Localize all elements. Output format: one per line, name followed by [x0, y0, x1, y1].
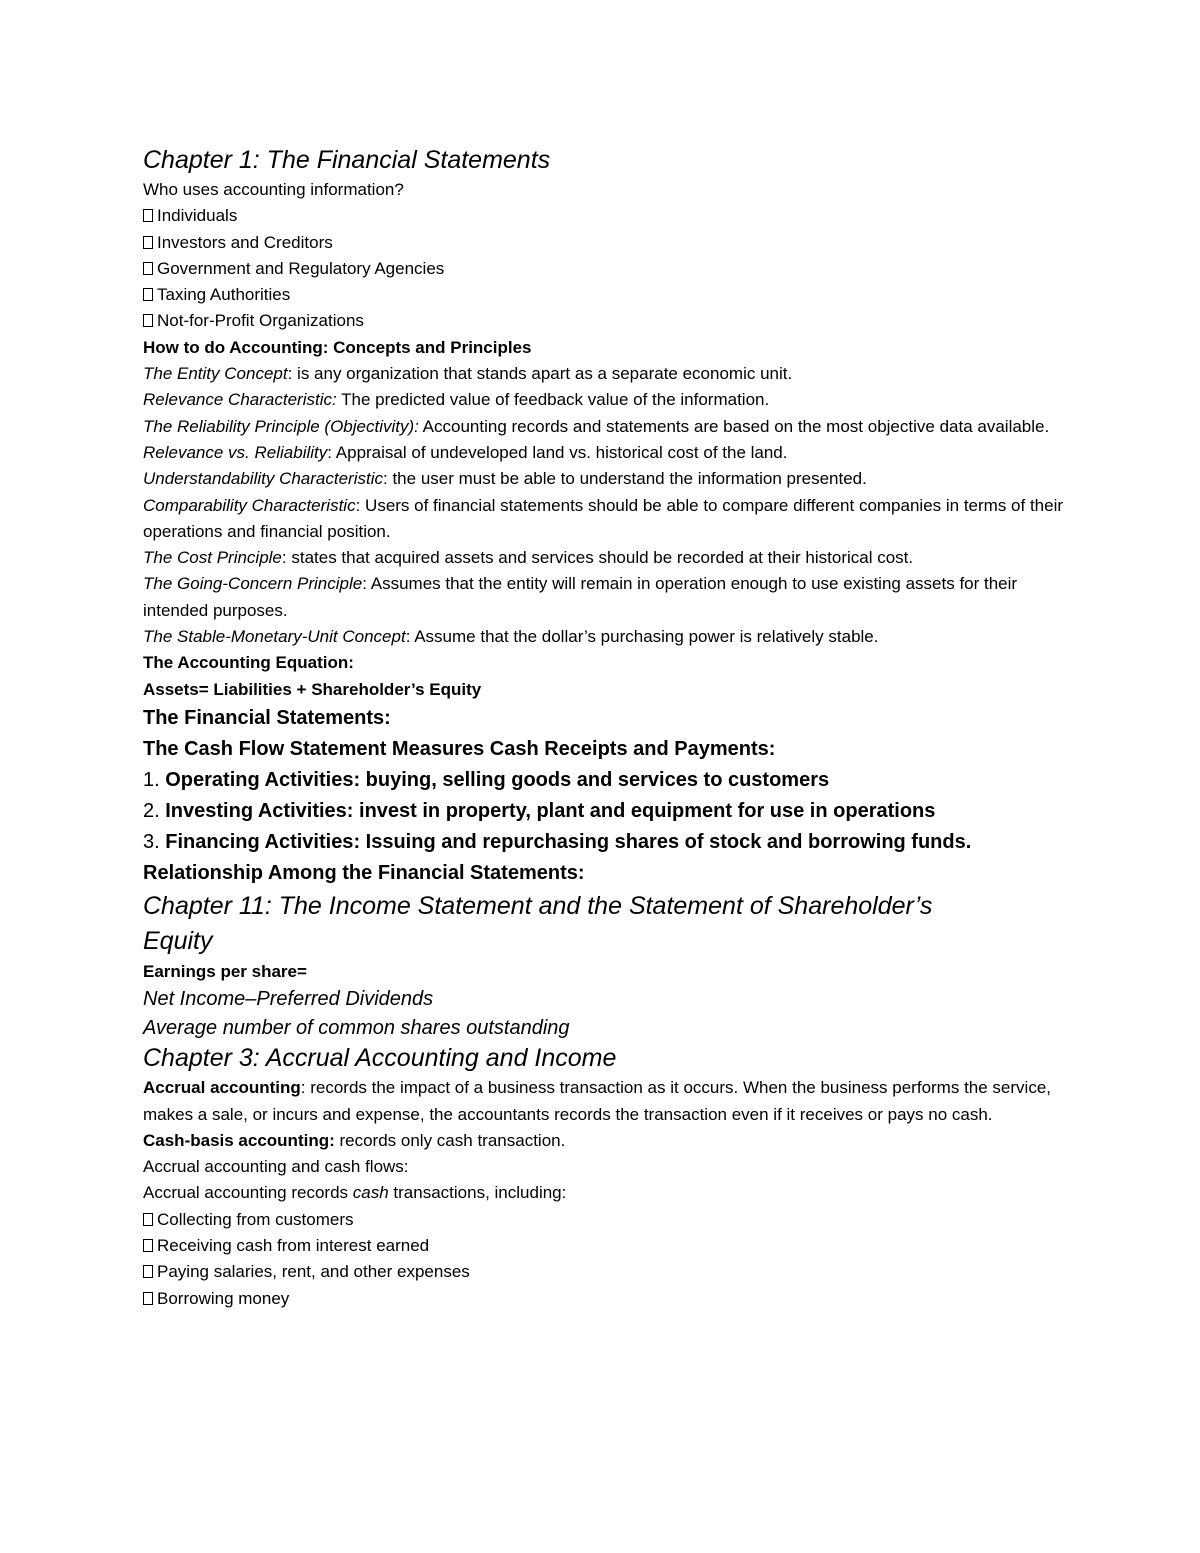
relationship-heading: Relationship Among the Financial Statements:: [143, 861, 585, 884]
chapter-1-title: Chapter 1: The Financial Statements: [143, 146, 551, 174]
missing-glyph-bullet-icon: [143, 1213, 153, 1226]
missing-glyph-bullet-icon: [143, 1292, 153, 1305]
missing-glyph-bullet-icon: [143, 209, 153, 222]
concept-item: The Cost Principle: states that acquired assets and services should be recorded at their historical cost.: [143, 548, 914, 568]
concept-item: Relevance Characteristic: The predicted value of feedback value of the information.: [143, 390, 770, 410]
accounting-equation: Assets= Liabilities + Shareholder’s Equity: [143, 679, 482, 699]
concept-item: Understandability Characteristic: the user must be able to understand the information presented.: [143, 469, 867, 489]
list-item: Individuals: [143, 203, 1073, 229]
list-item: Not-for-Profit Organizations: [143, 308, 1073, 334]
missing-glyph-bullet-icon: [143, 314, 153, 327]
list-item: Government and Regulatory Agencies: [143, 256, 1073, 282]
list-item: Receiving cash from interest earned: [143, 1233, 1073, 1259]
financial-statements-heading: The Financial Statements:: [143, 706, 391, 729]
concept-item: Relevance vs. Reliability: Appraisal of undeveloped land vs. historical cost of the land.: [143, 442, 788, 462]
equation-heading: The Accounting Equation:: [143, 653, 354, 673]
missing-glyph-bullet-icon: [143, 1239, 153, 1252]
chapter-11-title-line-2: Equity: [143, 926, 213, 955]
missing-glyph-bullet-icon: [143, 262, 153, 275]
eps-label: Earnings per share=: [143, 961, 307, 981]
list-item: Investors and Creditors: [143, 230, 1073, 256]
cash-flow-heading: The Cash Flow Statement Measures Cash Receipts and Payments:: [143, 737, 776, 760]
list-item: 2. Investing Activities: invest in property, plant and equipment for use in operations: [143, 799, 936, 822]
concept-item: The Going-Concern Principle: Assumes that the entity will remain in operation enough to use existing assets for their intended purposes.: [143, 574, 1018, 620]
users-list: [143, 203, 1073, 334]
chapter-3-title: Chapter 3: Accrual Accounting and Income: [143, 1044, 617, 1073]
concept-item: The Stable-Monetary-Unit Concept: Assume that the dollar’s purchasing power is relatively stable.: [143, 627, 879, 647]
list-item: 3. Financing Activities: Issuing and repurchasing shares of stock and borrowing funds.: [143, 830, 972, 853]
concept-item: Comparability Characteristic: Users of financial statements should be able to compare different companies in terms of their operations and financial position.: [143, 495, 1064, 541]
concepts-heading: How to do Accounting: Concepts and Principles: [143, 337, 532, 357]
list-item: Borrowing money: [143, 1286, 1073, 1312]
users-question: Who uses accounting information?: [143, 180, 404, 199]
concepts-list: [143, 361, 1073, 650]
concept-item: The Entity Concept: is any organization that stands apart as a separate economic unit.: [143, 364, 793, 384]
cash-transactions-list: [143, 1207, 1073, 1312]
records-intro: Accrual accounting records cash transactions, including:: [143, 1183, 567, 1203]
eps-numerator: Net Income–Preferred Dividends: [143, 988, 434, 1011]
cash-basis-definition: Cash-basis accounting: records only cash transaction.: [143, 1130, 566, 1150]
document-body: [143, 144, 1073, 1312]
accrual-definition: Accrual accounting: records the impact of a business transaction as it occurs. When the business performs the service, makes a sale, or incurs and expense, the accountants records the transaction even if it receives or pays no cash.: [143, 1078, 1051, 1124]
concept-item: The Reliability Principle (Objectivity): Accounting records and statements are based on the most objective data available.: [143, 416, 1050, 436]
missing-glyph-bullet-icon: [143, 288, 153, 301]
missing-glyph-bullet-icon: [143, 236, 153, 249]
eps-denominator: Average number of common shares outstanding: [143, 1016, 570, 1039]
missing-glyph-bullet-icon: [143, 1265, 153, 1278]
list-item: 1. Operating Activities: buying, selling goods and services to customers: [143, 768, 830, 791]
activities-list: [143, 765, 1073, 858]
list-item: Taxing Authorities: [143, 282, 1073, 308]
list-item: Collecting from customers: [143, 1207, 1073, 1233]
cash-flows-heading: Accrual accounting and cash flows:: [143, 1157, 409, 1177]
list-item: Paying salaries, rent, and other expenses: [143, 1259, 1073, 1285]
chapter-11-title-line-1: Chapter 11: The Income Statement and the Statement of Shareholder’s: [143, 891, 933, 920]
